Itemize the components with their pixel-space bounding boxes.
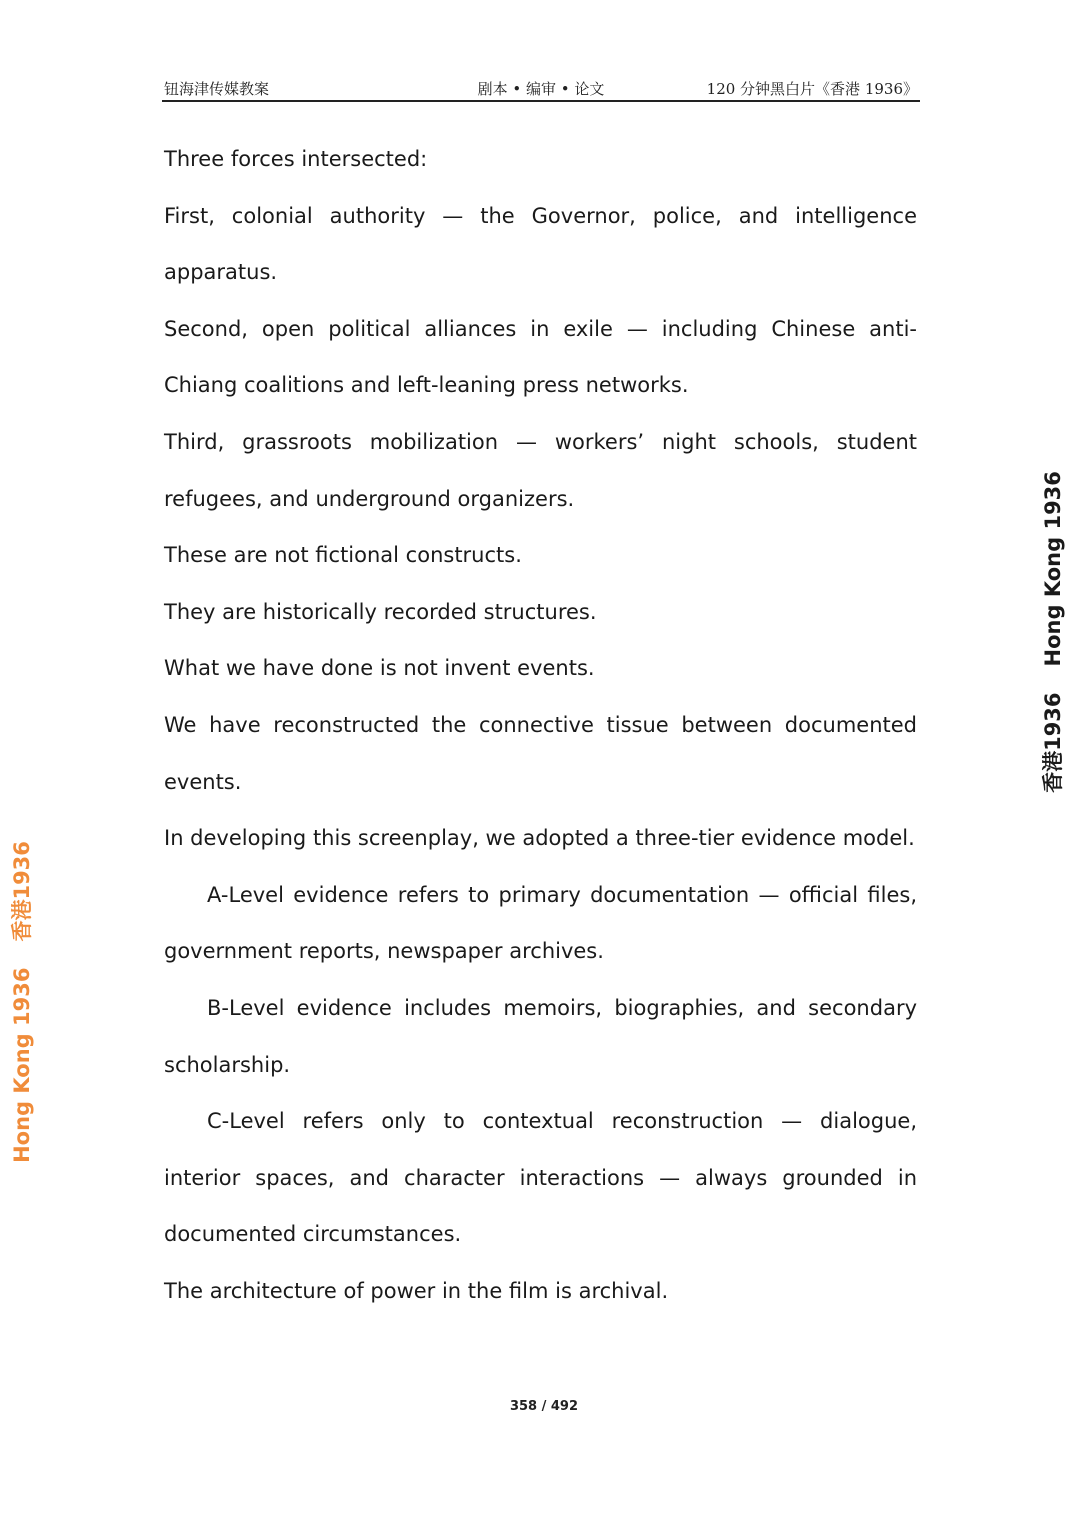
paragraph: First, colonial authority — the Governor, police, and intelligence apparatus. xyxy=(164,203,917,285)
paragraph: Second, open political alliances in exile — including Chinese anti-Chiang coalitions and left-leaning press networks. xyxy=(164,316,917,398)
paragraph: C-Level refers only to contextual reconstruction — dialogue, interior spaces, and character interactions — always grounded in documented circumstances. xyxy=(164,1109,917,1247)
paragraph: They are historically recorded structures. xyxy=(164,599,597,624)
page-number: 358 / 492 xyxy=(509,1399,579,1414)
paragraph: A-Level evidence refers to primary documentation — official files, government reports, newspaper archives. xyxy=(164,882,917,964)
document-body xyxy=(164,131,917,1319)
header-center-text: 剧本 • 编审 • 论文 xyxy=(477,80,605,98)
page-header xyxy=(162,72,920,102)
watermark-left-chinese: 香港1936 xyxy=(10,841,34,942)
paragraph: Three forces intersected: xyxy=(164,147,428,171)
watermark-left xyxy=(6,841,36,1163)
paragraph: In developing this screenplay, we adopted a three-tier evidence model. xyxy=(164,826,915,851)
paragraph: These are not fictional constructs. xyxy=(164,543,522,568)
paragraph: What we have done is not invent events. xyxy=(164,656,595,681)
paragraph: The architecture of power in the film is archival. xyxy=(164,1278,669,1303)
watermark-right-english: Hong Kong 1936 xyxy=(1041,471,1065,667)
paragraph: We have reconstructed the connective tissue between documented events. xyxy=(164,712,917,794)
watermark-left-english: Hong Kong 1936 xyxy=(10,967,34,1163)
paragraph: Third, grassroots mobilization — workers’ night schools, student refugees, and underground organizers. xyxy=(164,429,917,511)
header-left-text: 钮海津传媒教案 xyxy=(164,80,270,98)
watermark-right xyxy=(1037,471,1067,793)
watermark-right-chinese: 香港1936 xyxy=(1041,692,1065,793)
header-right-text: 120 分钟黑白片《香港 1936》 xyxy=(706,80,918,98)
paragraph: B-Level evidence includes memoirs, biographies, and secondary scholarship. xyxy=(164,995,917,1077)
